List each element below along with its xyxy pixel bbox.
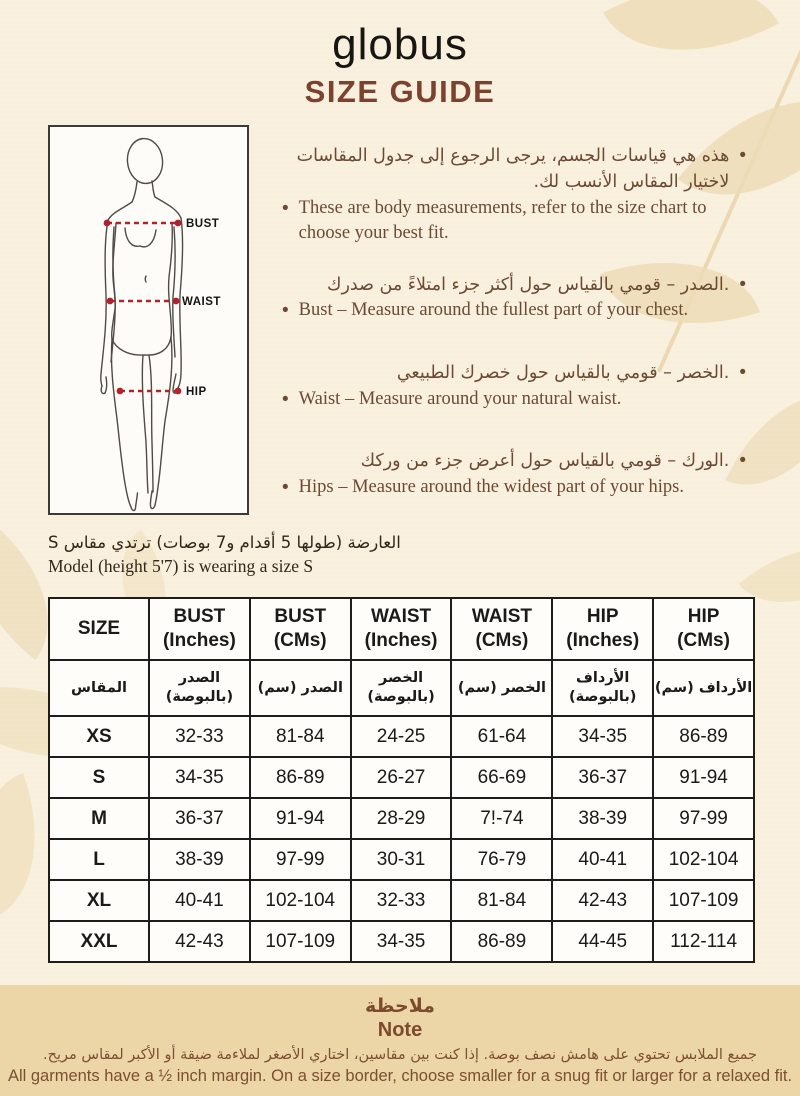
note-body-ar: جميع الملابس تحتوي على هامش نصف بوصة. إذا كنت بين مقاسين، اختاري الأصغر لملاءمة ضيقة أو الأكبر لمقاس مريح.: [43, 1047, 757, 1063]
value-cell: 44-45: [552, 921, 653, 962]
instruction-en: These are body measurements, refer to the size chart to choose your best fit.: [298, 197, 707, 244]
list-item: [282, 298, 746, 324]
value-cell: 86-89: [653, 716, 754, 757]
value-cell: 86-89: [451, 921, 552, 962]
brand-logo: globus: [332, 20, 468, 69]
column-header: HIP (CMs): [653, 598, 754, 660]
instruction-en: Waist – Measure around your natural waist.: [298, 388, 622, 409]
bullet-icon: •: [282, 299, 289, 321]
column-header-ar: الأرداف (سم): [653, 660, 754, 716]
value-cell: 102-104: [250, 880, 351, 921]
value-cell: 36-37: [149, 798, 250, 839]
list-item: [282, 143, 746, 196]
value-cell: 34-35: [351, 921, 452, 962]
size-cell: S: [49, 757, 149, 798]
bullet-icon: •: [739, 145, 746, 166]
female-figure-illustration: [50, 127, 247, 513]
value-cell: 66-69: [451, 757, 552, 798]
waist-label: WAIST: [182, 296, 221, 308]
note-body-en: All garments have a ½ inch margin. On a size border, choose smaller for a snug fit or larger for a relaxed fit.: [7, 1067, 793, 1085]
hip-label: HIP: [186, 386, 207, 398]
table-row: [49, 839, 754, 880]
value-cell: 81-84: [250, 716, 351, 757]
size-cell: L: [49, 839, 149, 880]
value-cell: 32-33: [351, 880, 452, 921]
note-footer: [0, 985, 800, 1096]
table-row: [49, 757, 754, 798]
column-header-ar: المقاس: [49, 660, 149, 716]
value-cell: 40-41: [552, 839, 653, 880]
bust-label: BUST: [186, 218, 220, 230]
page-title: SIZE GUIDE: [304, 74, 496, 109]
value-cell: 102-104: [653, 839, 754, 880]
instruction-en: Hips – Measure around the widest part of your hips.: [298, 476, 684, 497]
value-cell: 26-27: [351, 757, 452, 798]
bullet-icon: •: [739, 362, 746, 384]
instruction-group-waist: [282, 360, 746, 412]
size-cell: XL: [49, 880, 149, 921]
bullet-icon: •: [739, 273, 746, 295]
size-cell: XS: [49, 716, 149, 757]
table-row: [49, 798, 754, 839]
bullet-icon: •: [282, 476, 289, 498]
measurement-instructions: [282, 143, 746, 525]
bullet-icon: •: [282, 197, 289, 219]
list-item: [282, 475, 746, 501]
column-header: SIZE: [49, 598, 149, 660]
value-cell: 107-109: [250, 921, 351, 962]
size-cell: XXL: [49, 921, 149, 962]
model-note-ar: العارضة (طولها 5 أقدام و7 بوصات) ترتدي مقاس S: [48, 533, 401, 552]
list-item: [282, 387, 746, 413]
value-cell: 86-89: [250, 757, 351, 798]
instruction-group-general: [282, 143, 746, 247]
value-cell: 91-94: [653, 757, 754, 798]
value-cell: 42-43: [149, 921, 250, 962]
value-cell: 28-29: [351, 798, 452, 839]
column-header: HIP (Inches): [552, 598, 653, 660]
value-cell: 30-31: [351, 839, 452, 880]
instruction-en: Bust – Measure around the fullest part of your chest.: [298, 299, 689, 320]
value-cell: 61-64: [451, 716, 552, 757]
model-note-en: Model (height 5'7) is wearing a size S: [48, 555, 314, 576]
instruction-ar: .الخصر – قومي بالقياس حول خصرك الطبيعي: [396, 363, 730, 384]
table-header-row-ar: [49, 660, 754, 716]
value-cell: 40-41: [149, 880, 250, 921]
value-cell: 24-25: [351, 716, 452, 757]
value-cell: 38-39: [552, 798, 653, 839]
column-header-ar: الصدر (بالبوصة): [149, 660, 250, 716]
value-cell: 34-35: [149, 757, 250, 798]
instruction-group-hip: [282, 448, 746, 500]
instruction-ar: .الورك – قومي بالقياس حول أعرض جزء من وركك: [360, 451, 730, 472]
value-cell: 7!-74: [451, 798, 552, 839]
value-cell: 97-99: [250, 839, 351, 880]
value-cell: 32-33: [149, 716, 250, 757]
value-cell: 76-79: [451, 839, 552, 880]
note-title-en: Note: [377, 1019, 423, 1041]
instruction-ar: هذه هي قياسات الجسم، يرجى الرجوع إلى جدول المقاسات لاختيار المقاس الأنسب لك.: [296, 146, 730, 193]
value-cell: 36-37: [552, 757, 653, 798]
value-cell: 112-114: [653, 921, 754, 962]
bullet-icon: •: [282, 388, 289, 410]
value-cell: 107-109: [653, 880, 754, 921]
column-header-ar: الخصر (سم): [451, 660, 552, 716]
size-chart-table: [48, 597, 755, 963]
instruction-group-bust: [282, 272, 746, 324]
column-header: WAIST (Inches): [351, 598, 452, 660]
value-cell: 34-35: [552, 716, 653, 757]
value-cell: 97-99: [653, 798, 754, 839]
instruction-ar: .الصدر – قومي بالقياس حول أكثر جزء امتلاءً من صدرك: [327, 274, 730, 295]
value-cell: 81-84: [451, 880, 552, 921]
table-row: [49, 880, 754, 921]
list-item: [282, 448, 746, 474]
value-cell: 42-43: [552, 880, 653, 921]
value-cell: 91-94: [250, 798, 351, 839]
column-header: WAIST (CMs): [451, 598, 552, 660]
size-cell: M: [49, 798, 149, 839]
column-header: BUST (Inches): [149, 598, 250, 660]
model-note: [48, 531, 401, 579]
column-header-ar: الصدر (سم): [250, 660, 351, 716]
note-title-ar: ملاحظة: [365, 995, 435, 1017]
body-measurement-diagram: [48, 125, 249, 515]
column-header-ar: الخصر (بالبوصة): [351, 660, 452, 716]
bullet-icon: •: [739, 450, 746, 472]
table-row: [49, 921, 754, 962]
value-cell: 38-39: [149, 839, 250, 880]
table-row: [49, 716, 754, 757]
column-header: BUST (CMs): [250, 598, 351, 660]
list-item: [282, 196, 746, 247]
table-header-row-en: [49, 598, 754, 660]
column-header-ar: الأرداف (بالبوصة): [552, 660, 653, 716]
list-item: [282, 360, 746, 386]
list-item: [282, 272, 746, 298]
